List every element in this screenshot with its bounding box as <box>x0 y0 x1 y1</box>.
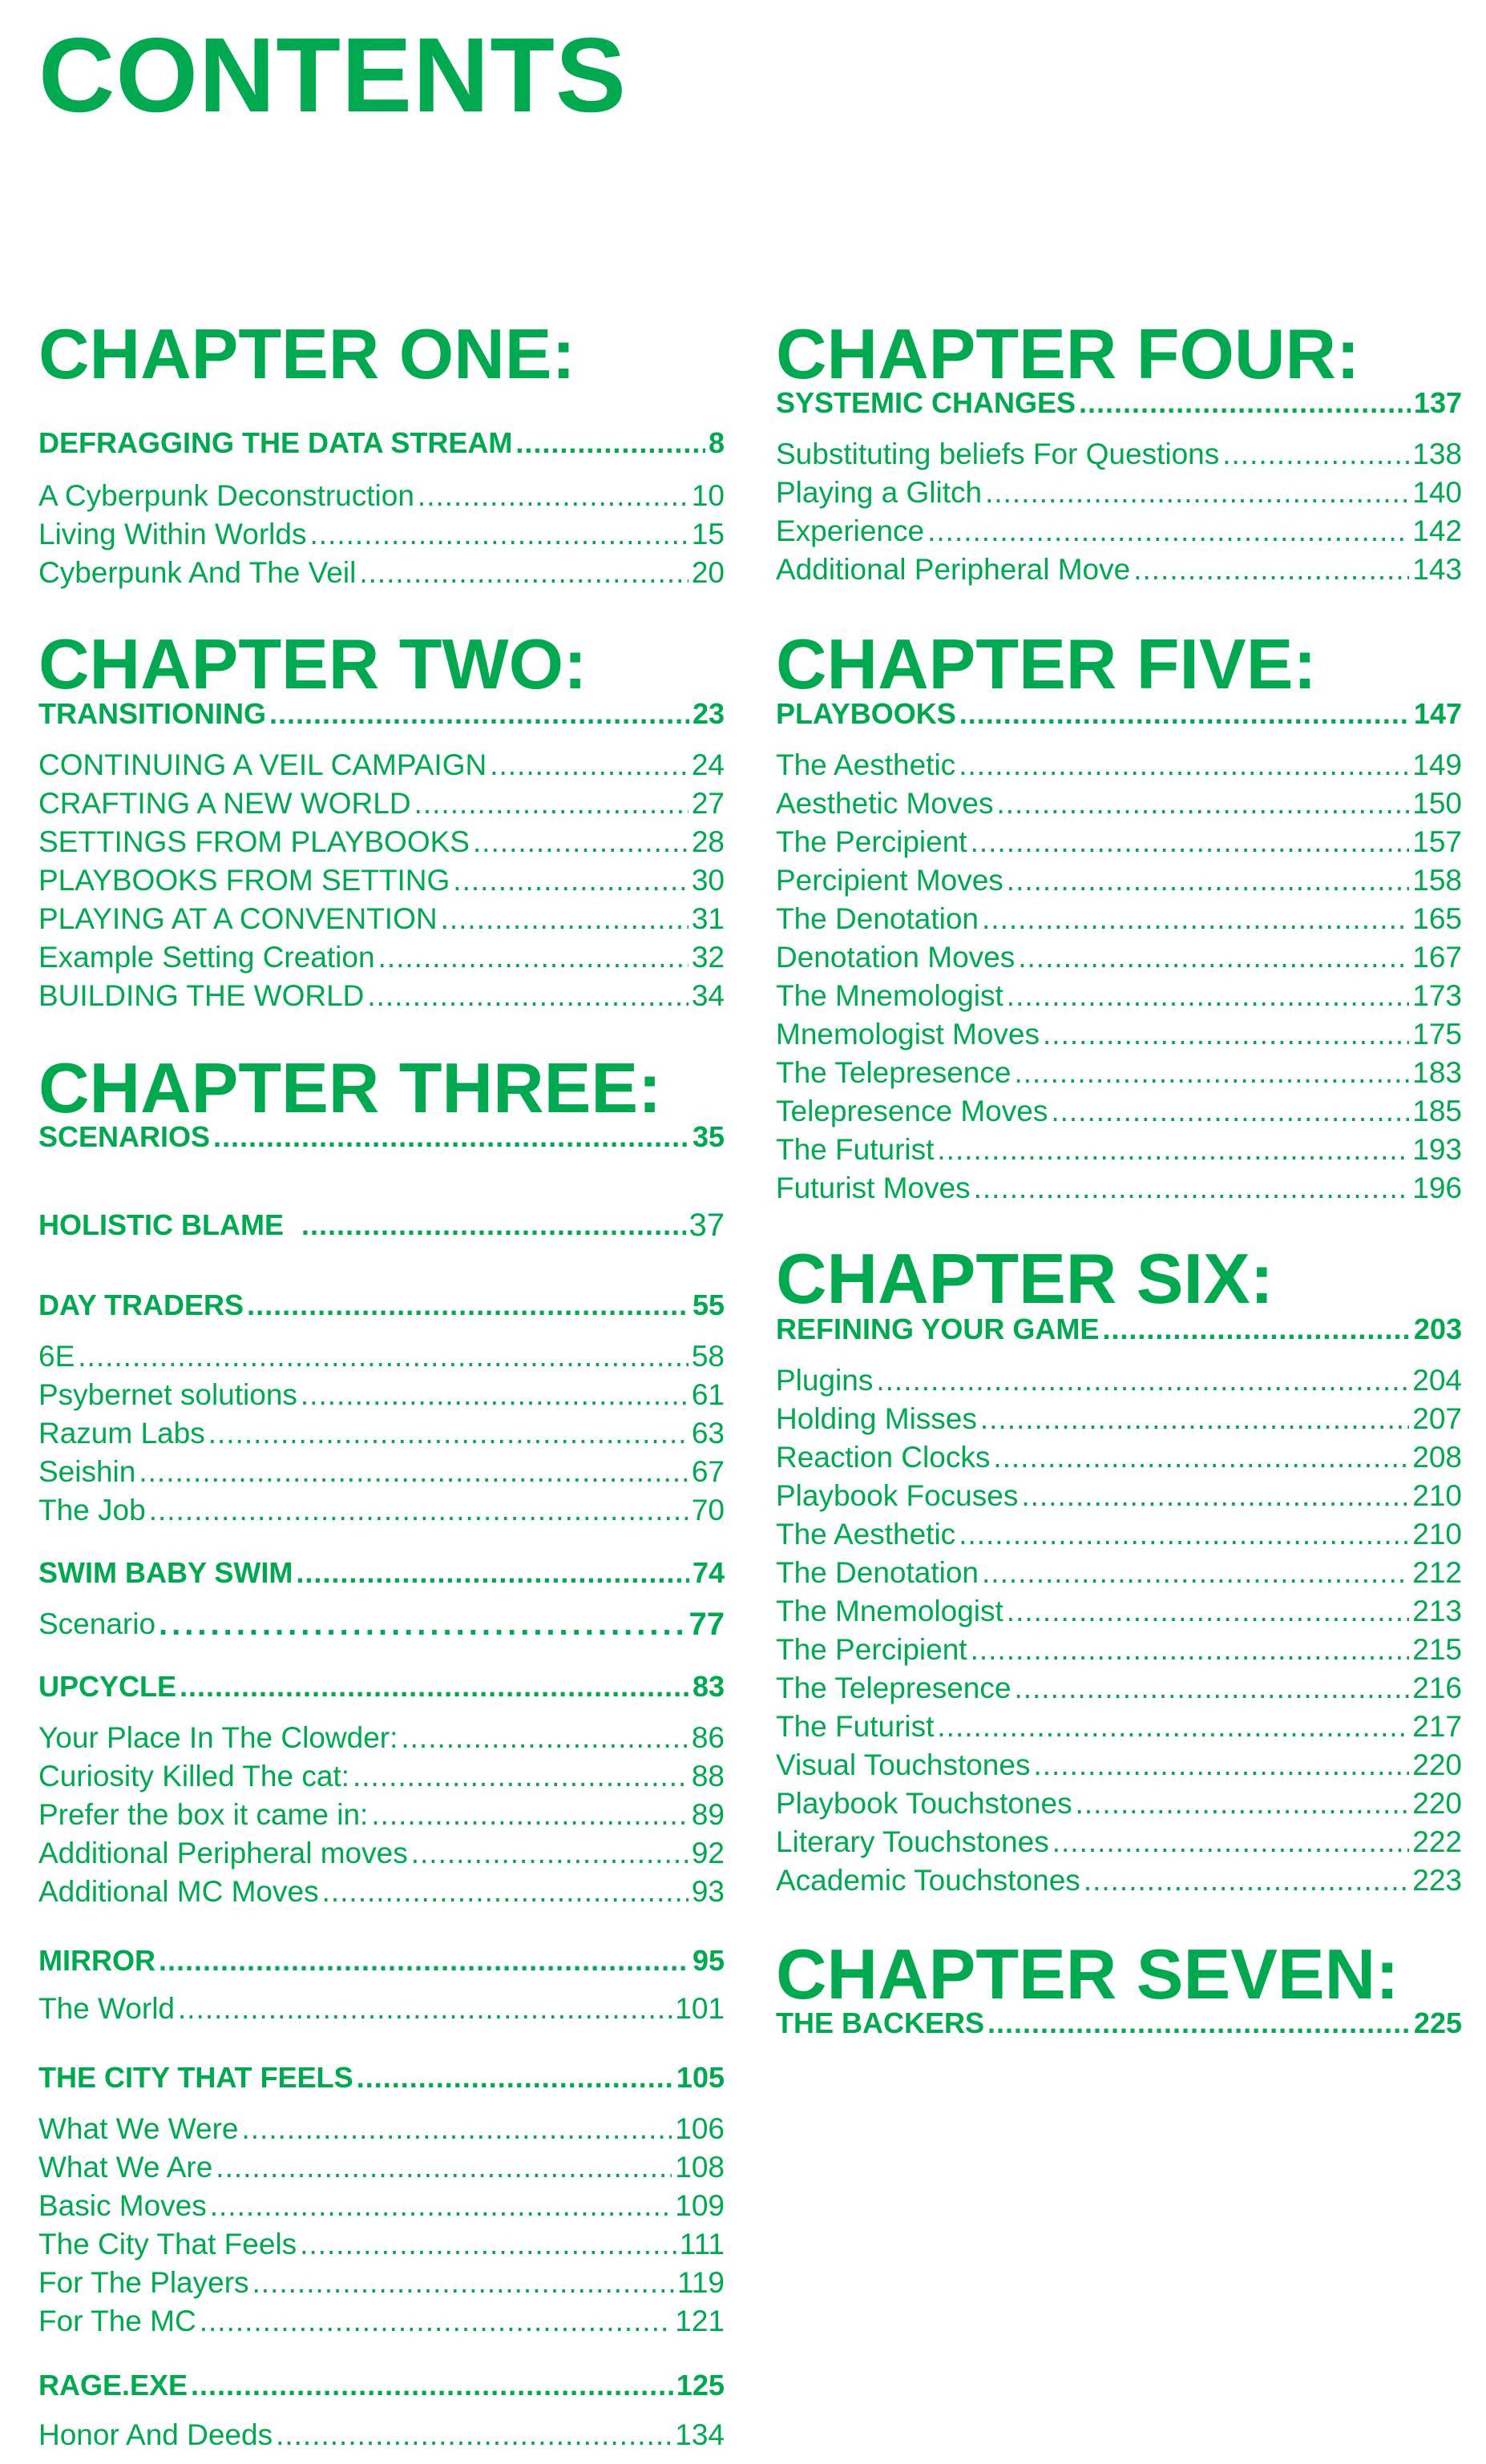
toc-entry[interactable]: For The MC ..... 121 <box>38 2303 725 2340</box>
toc-section-entry[interactable]: TRANSITIONING ..... 23 <box>38 696 725 732</box>
page-title: CONTENTS <box>38 16 627 134</box>
toc-section-entry[interactable]: MIRROR ..... 95 <box>38 1942 725 1979</box>
toc-entry[interactable]: Literary Touchstones ..... 222 <box>776 1824 1462 1861</box>
toc-section-entry[interactable]: DAY TRADERS ..... 55 <box>38 1287 725 1324</box>
toc-section-entry[interactable]: SWIM BABY SWIM ..... 74 <box>38 1555 725 1591</box>
toc-entry[interactable]: The Telepresence ..... 216 <box>776 1670 1462 1707</box>
toc-entry[interactable]: PLAYING AT A CONVENTION ..... 31 <box>38 901 725 938</box>
toc-entry[interactable]: Curiosity Killed The cat: ..... 88 <box>38 1758 725 1795</box>
toc-entry[interactable]: The Denotation ..... 212 <box>776 1555 1462 1591</box>
chapter-heading: CHAPTER SIX: <box>776 1239 1274 1318</box>
toc-entry[interactable]: Aesthetic Moves ..... 150 <box>776 785 1462 822</box>
toc-entry[interactable]: Futurist Moves ..... 196 <box>776 1170 1462 1207</box>
chapter-heading: CHAPTER ONE: <box>38 314 575 393</box>
toc-entry[interactable]: The Mnemologist ..... 213 <box>776 1593 1462 1630</box>
chapter-heading: CHAPTER THREE: <box>38 1048 662 1127</box>
chapter-heading: CHAPTER TWO: <box>38 624 588 704</box>
toc-entry[interactable]: BUILDING THE WORLD ..... 34 <box>38 978 725 1014</box>
toc-entry[interactable]: Playbook Focuses ..... 210 <box>776 1478 1462 1514</box>
toc-entry[interactable]: Cyberpunk And The Veil ..... 20 <box>38 555 725 591</box>
toc-section-entry[interactable]: SCENARIOS ..... 35 <box>38 1119 725 1155</box>
toc-entry[interactable]: Playbook Touchstones ..... 220 <box>776 1785 1462 1822</box>
toc-entry[interactable]: Mnemologist Moves ..... 175 <box>776 1016 1462 1053</box>
toc-entry[interactable]: Visual Touchstones ..... 220 <box>776 1747 1462 1784</box>
toc-entry[interactable]: Academic Touchstones ..... 223 <box>776 1862 1462 1899</box>
toc-entry[interactable]: The Percipient ..... 215 <box>776 1631 1462 1668</box>
toc-entry[interactable]: Living Within Worlds ..... 15 <box>38 516 725 553</box>
chapter-heading: CHAPTER FIVE: <box>776 624 1317 704</box>
toc-entry[interactable]: The Futurist ..... 193 <box>776 1131 1462 1168</box>
toc-entry[interactable]: Honor And Deeds ..... 134 <box>38 2417 725 2454</box>
toc-entry[interactable]: The Aesthetic ..... 149 <box>776 747 1462 784</box>
toc-entry[interactable]: For The Players ..... 119 <box>38 2264 725 2301</box>
toc-section-entry[interactable]: THE CITY THAT FEELS ..... 105 <box>38 2059 725 2096</box>
toc-section-entry[interactable]: THE BACKERS ..... 225 <box>776 2005 1462 2042</box>
toc-section-entry[interactable]: HOLISTIC BLAME ..... 37 <box>38 1207 725 1244</box>
toc-entry[interactable]: Basic Moves ..... 109 <box>38 2188 725 2224</box>
toc-entry[interactable]: CONTINUING A VEIL CAMPAIGN ..... 24 <box>38 747 725 784</box>
toc-entry[interactable]: The Mnemologist ..... 173 <box>776 978 1462 1014</box>
toc-entry[interactable]: The Telepresence ..... 183 <box>776 1055 1462 1091</box>
toc-entry[interactable]: Experience ..... 142 <box>776 513 1462 550</box>
chapter-heading: CHAPTER SEVEN: <box>776 1934 1399 2014</box>
toc-entry[interactable]: The City That Feels ..... 111 <box>38 2226 725 2263</box>
toc-entry[interactable]: Telepresence Moves ..... 185 <box>776 1093 1462 1130</box>
toc-entry[interactable]: The Aesthetic ..... 210 <box>776 1516 1462 1553</box>
toc-section-entry[interactable]: PLAYBOOKS ..... 147 <box>776 696 1462 732</box>
toc-section-entry[interactable]: SYSTEMIC CHANGES ..... 137 <box>776 385 1462 421</box>
toc-entry[interactable]: What We Were ..... 106 <box>38 2111 725 2147</box>
toc-entry[interactable]: The Denotation ..... 165 <box>776 901 1462 938</box>
toc-entry[interactable]: Reaction Clocks ..... 208 <box>776 1439 1462 1476</box>
toc-section-entry[interactable]: REFINING YOUR GAME ..... 203 <box>776 1311 1462 1348</box>
toc-entry[interactable]: SETTINGS FROM PLAYBOOKS ..... 28 <box>38 824 725 861</box>
toc-entry[interactable]: The Job ..... 70 <box>38 1492 725 1529</box>
toc-entry[interactable]: PLAYBOOKS FROM SETTING ..... 30 <box>38 862 725 899</box>
toc-entry[interactable]: Example Setting Creation ..... 32 <box>38 939 725 976</box>
toc-section-entry[interactable]: RAGE.EXE ..... 125 <box>38 2367 725 2404</box>
toc-entry[interactable]: Substituting beliefs For Questions ..... 138 <box>776 436 1462 473</box>
toc-entry[interactable]: A Cyberpunk Deconstruction ..... 10 <box>38 478 725 514</box>
toc-entry[interactable]: Additional MC Moves ..... 93 <box>38 1873 725 1910</box>
toc-entry[interactable]: What We Are ..... 108 <box>38 2149 725 2186</box>
toc-section-entry[interactable]: DEFRAGGING THE DATA STREAM ..... 8 <box>38 425 725 462</box>
toc-entry[interactable]: Scenario ..... 77 <box>38 1606 725 1643</box>
toc-entry[interactable]: The Futurist ..... 217 <box>776 1708 1462 1745</box>
toc-entry[interactable]: Plugins ..... 204 <box>776 1362 1462 1399</box>
toc-entry[interactable]: CRAFTING A NEW WORLD ..... 27 <box>38 785 725 822</box>
toc-entry[interactable]: Psybernet solutions ..... 61 <box>38 1377 725 1413</box>
toc-entry[interactable]: Prefer the box it came in: ..... 89 <box>38 1797 725 1833</box>
toc-entry[interactable]: Razum Labs ..... 63 <box>38 1415 725 1452</box>
toc-entry[interactable]: The World ..... 101 <box>38 1990 725 2027</box>
toc-entry[interactable]: Denotation Moves ..... 167 <box>776 939 1462 976</box>
toc-entry[interactable]: Additional Peripheral Move ..... 143 <box>776 551 1462 588</box>
toc-entry[interactable]: The Percipient ..... 157 <box>776 824 1462 861</box>
toc-entry[interactable]: Playing a Glitch ..... 140 <box>776 474 1462 511</box>
toc-entry[interactable]: Seishin ..... 67 <box>38 1454 725 1490</box>
toc-entry[interactable]: Additional Peripheral moves ..... 92 <box>38 1835 725 1872</box>
toc-entry[interactable]: Holding Misses ..... 207 <box>776 1401 1462 1438</box>
toc-entry[interactable]: 6E ..... 58 <box>38 1338 725 1375</box>
toc-entry[interactable]: Percipient Moves ..... 158 <box>776 862 1462 899</box>
chapter-heading: CHAPTER FOUR: <box>776 314 1360 393</box>
toc-entry[interactable]: Your Place In The Clowder: ..... 86 <box>38 1720 725 1756</box>
toc-section-entry[interactable]: UPCYCLE ..... 83 <box>38 1668 725 1705</box>
